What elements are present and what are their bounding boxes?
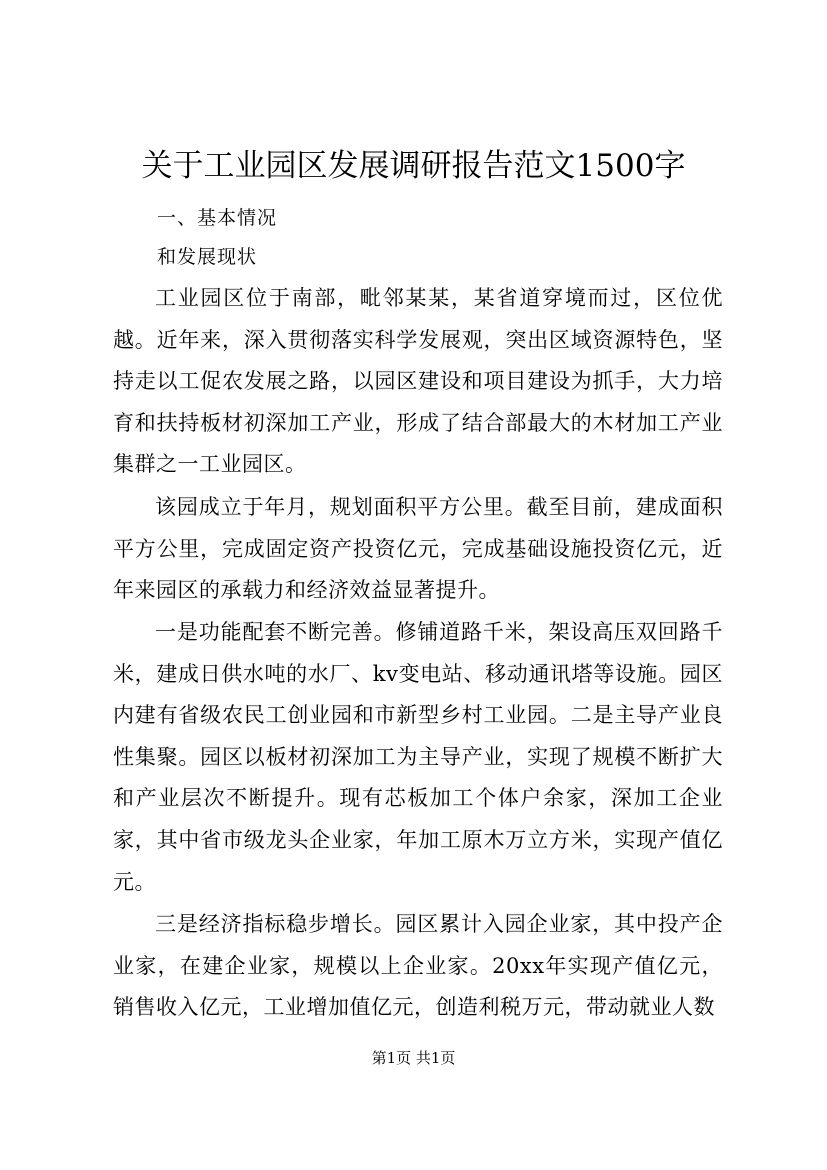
section-heading: 一、基本情况 [157,207,278,229]
paragraph-establishment: 该园成立于年月，规划面积平方公里。截至目前，建成面积平方公里，完成固定资产投资亿元，完成基础设施投资亿元，近年来园区的承载力和经济效益显著提升。 [113,495,723,603]
document-title: 关于工业园区发展调研报告范文1500字 [141,148,686,184]
paragraph-facilities: 一是功能配套不断完善。修铺道路千米，架设高压双回路千米，建成日供水吨的水厂、kv变电站、移动通讯塔等设施。园区内建有省级农民工创业园和市新型乡村工业园。二是主导产业良性集聚。园区以板材初深加工为主导产业，实现了规模不断扩大和产业层次不断提升。现有芯板加工个体户余家，深加工企业家，其中省市级龙头企业家，年加工原木万立方米，实现产值亿元。 [113,620,723,894]
page-footer: 第1页 共1页 [371,1049,456,1067]
paragraph-location: 工业园区位于南部，毗邻某某，某省道穿境而过，区位优越。近年来，深入贯彻落实科学发展观，突出区域资源特色，坚持走以工促农发展之路，以园区建设和项目建设为抓手，大力培育和扶持板材初深加工产业，形成了结合部最大的木材加工产业集群之一工业园区。 [113,286,723,477]
section-subheading: 和发展现状 [157,246,258,268]
paragraph-economic-indicators: 三是经济指标稳步增长。园区累计入园企业家，其中投产企业家，在建企业家，规模以上企业家。20xx年实现产值亿元，销售收入亿元，工业增加值亿元，创造利税万元，带动就业人数 [113,912,723,1020]
